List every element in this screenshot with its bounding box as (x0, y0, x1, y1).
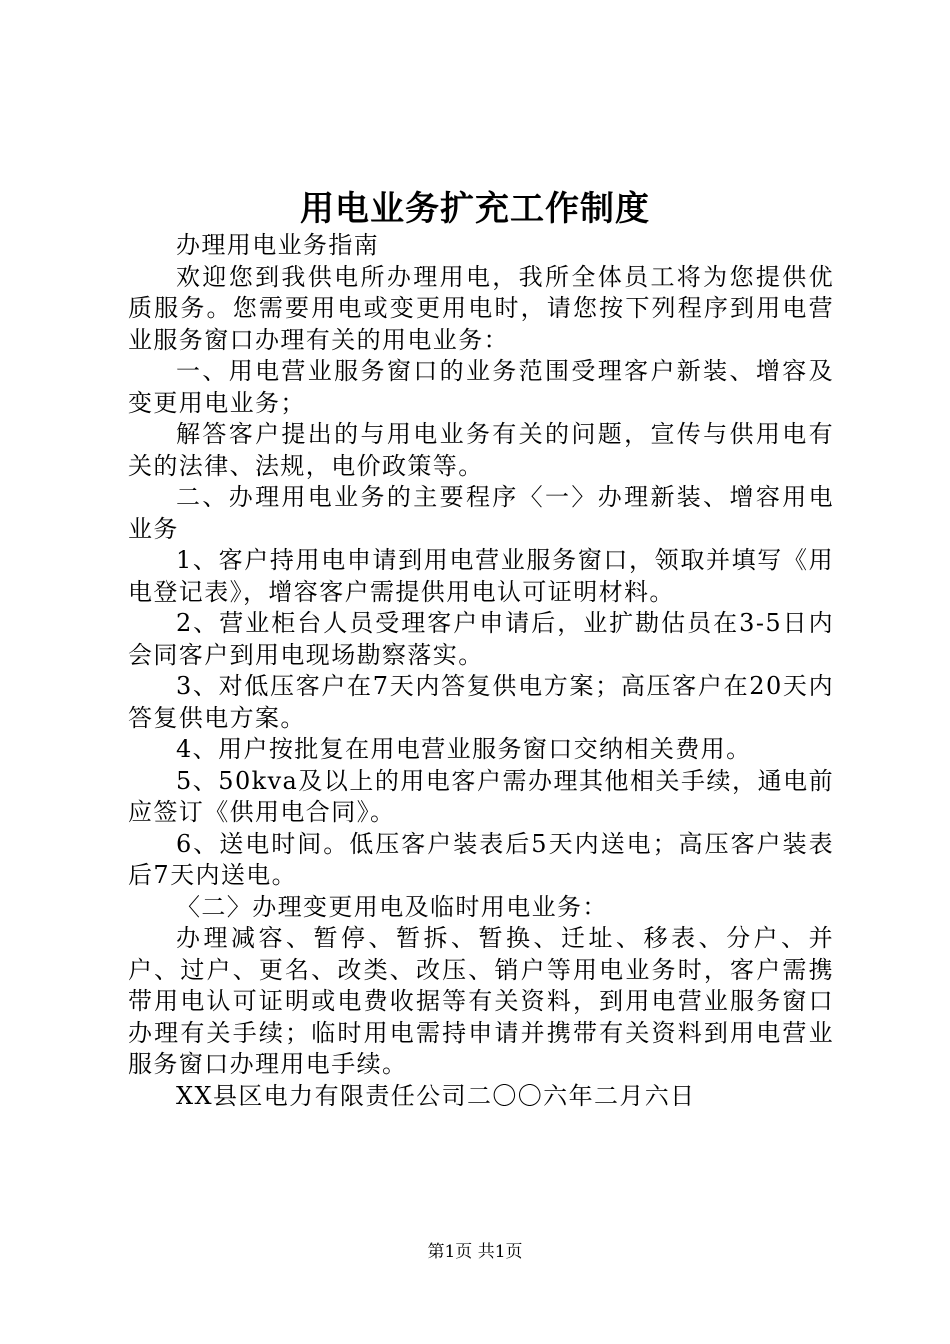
paragraph-step-5: 5、50kva及以上的用电客户需办理其他相关手续，通电前应签订《供用电合同》。 (128, 766, 834, 826)
paragraph-answer-questions: 解答客户提出的与用电业务有关的问题，宣传与供用电有关的法律、法规，电价政策等。 (128, 420, 834, 480)
paragraph-section-two: 二、办理用电业务的主要程序〈一〉办理新装、增容用电业务 (128, 483, 834, 543)
paragraph-welcome: 欢迎您到我供电所办理用电，我所全体员工将为您提供优质服务。您需要用电或变更用电时，请您按下列程序到用电营业服务窗口办理有关的用电业务： (128, 262, 834, 354)
paragraph-step-6: 6、送电时间。低压客户装表后5天内送电；高压客户装表后7天内送电。 (128, 829, 834, 889)
paragraph-guide-heading: 办理用电业务指南 (176, 231, 380, 259)
paragraph-step-2: 2、营业柜台人员受理客户申请后，业扩勘估员在3-5日内会同客户到用电现场勘察落实。 (128, 609, 834, 669)
paragraph-step-1: 1、客户持用电申请到用电营业服务窗口，领取并填写《用电登记表》，增容客户需提供用电认可证明材料。 (128, 546, 834, 606)
document-body (128, 230, 834, 1112)
paragraph-step-4: 4、用户按批复在用电营业服务窗口交纳相关费用。 (176, 735, 752, 763)
paragraph-subsection-two: 〈二〉办理变更用电及临时用电业务： (176, 892, 608, 921)
document-title: 用电业务扩充工作制度 (300, 189, 650, 229)
paragraph-signature-date: XX县区电力有限责任公司二〇〇六年二月六日 (176, 1081, 696, 1110)
paragraph-change-business: 办理减容、暂停、暂拆、暂换、迁址、移表、分户、并户、过户、更名、改类、改压、销户等用电业务时，客户需携带用电认可证明或电费收据等有关资料，到用电营业服务窗口办理有关手续；临时用电需持申请并携带有关资料到用电营业服务窗口办理用电手续。 (128, 924, 834, 1078)
paragraph-section-one: 一、用电营业服务窗口的业务范围受理客户新装、增容及变更用电业务； (128, 357, 834, 417)
paragraph-step-3: 3、对低压客户在7天内答复供电方案；高压客户在20天内答复供电方案。 (128, 672, 834, 732)
page-footer: 第1页 共1页 (427, 1242, 523, 1262)
